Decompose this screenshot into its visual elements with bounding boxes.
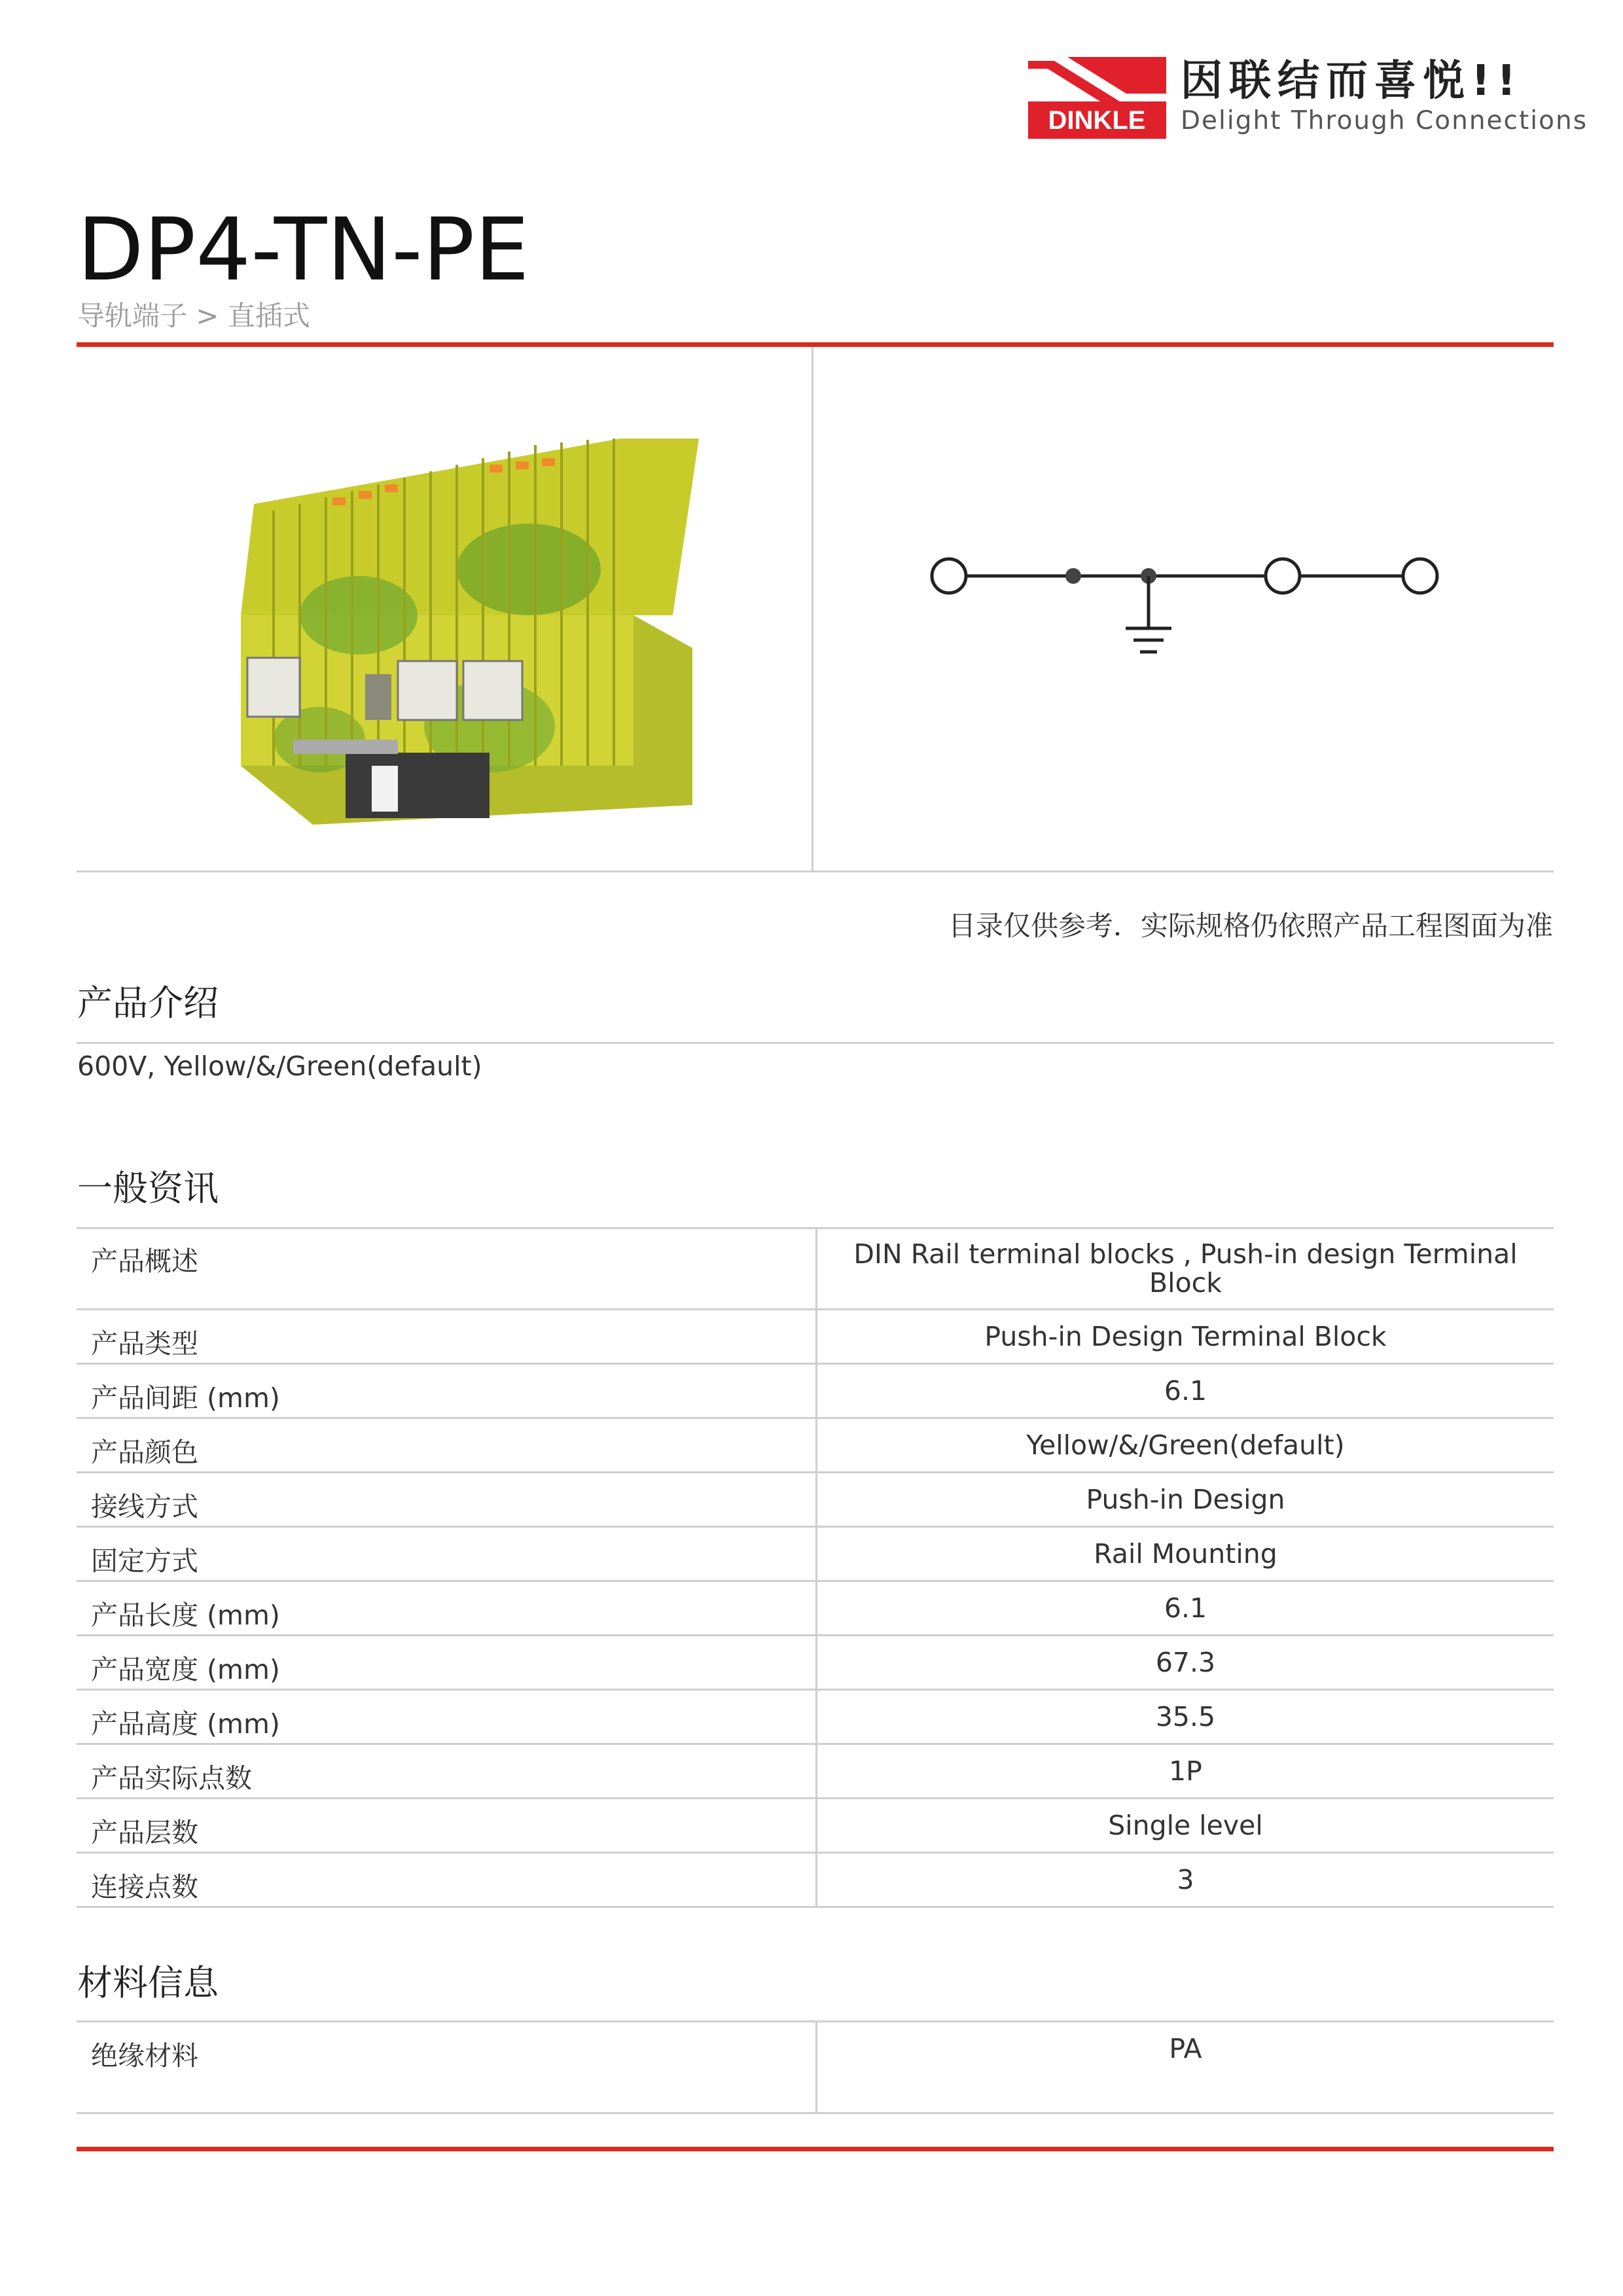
spec-key: 绝缘材料 xyxy=(77,2022,817,2113)
ground-icon xyxy=(1126,576,1171,652)
spec-value: Push-in Design xyxy=(817,1473,1554,1527)
spec-value: Single level xyxy=(817,1799,1554,1853)
spec-value: DIN Rail terminal blocks , Push-in design Terminal Block xyxy=(817,1229,1554,1310)
table-row xyxy=(77,2022,1554,2113)
dinkle-logo xyxy=(1028,43,1166,139)
logo-text: DINKLE xyxy=(1048,106,1146,135)
intro-text: 600V, Yellow/&/Green(default) xyxy=(77,1050,482,1082)
spec-value: Push-in Design Terminal Block xyxy=(817,1310,1554,1364)
terminal-icon xyxy=(1266,559,1300,593)
spec-key: 产品颜色 xyxy=(77,1418,817,1473)
footer-divider xyxy=(77,2147,1554,2151)
spec-key: 固定方式 xyxy=(77,1527,817,1581)
slogan-cn: 因联结而喜悦!! xyxy=(1181,57,1523,105)
terminal-icon xyxy=(1403,559,1437,593)
spec-key: 接线方式 xyxy=(77,1473,817,1527)
spec-key: 产品层数 xyxy=(77,1799,817,1853)
spec-value: 6.1 xyxy=(817,1364,1554,1418)
spec-key: 产品间距 (mm) xyxy=(77,1364,817,1418)
table-row xyxy=(77,1418,1554,1473)
slogan-en: Delight Through Connections xyxy=(1181,106,1588,135)
spec-value: 67.3 xyxy=(817,1636,1554,1690)
spec-value: Yellow/&/Green(default) xyxy=(817,1418,1554,1473)
section-title-material: 材料信息 xyxy=(77,1962,219,2003)
spec-value: 6.1 xyxy=(817,1581,1554,1636)
section-title-general: 一般资讯 xyxy=(77,1168,219,1209)
section-title-intro: 产品介绍 xyxy=(77,982,219,1024)
spec-key: 连接点数 xyxy=(77,1853,817,1907)
header-divider xyxy=(77,342,1554,347)
spec-value: Rail Mounting xyxy=(817,1527,1554,1581)
table-row xyxy=(77,1527,1554,1581)
disclaimer-note: 目录仅供参考．实际规格仍依照产品工程图面为准 xyxy=(948,910,1553,942)
spec-key: 产品概述 xyxy=(77,1229,817,1310)
table-row xyxy=(77,1853,1554,1907)
table-row xyxy=(77,1690,1554,1744)
product-photo xyxy=(215,399,699,844)
table-row xyxy=(77,1364,1554,1418)
spec-key: 产品长度 (mm) xyxy=(77,1581,817,1636)
breadcrumb: 导轨端子 > 直插式 xyxy=(77,300,310,332)
table-row xyxy=(77,1744,1554,1799)
spec-key: 产品高度 (mm) xyxy=(77,1690,817,1744)
node-icon xyxy=(1065,568,1081,584)
table-row xyxy=(77,1310,1554,1364)
spec-value: 1P xyxy=(817,1744,1554,1799)
spec-key: 产品宽度 (mm) xyxy=(77,1636,817,1690)
general-spec-table xyxy=(77,1227,1554,1908)
table-row xyxy=(77,1636,1554,1690)
terminal-icon xyxy=(932,559,966,593)
wiring-diagram xyxy=(910,537,1453,668)
table-row xyxy=(77,1581,1554,1636)
intro-divider xyxy=(77,1042,1554,1044)
table-row xyxy=(77,1473,1554,1527)
table-row xyxy=(77,1229,1554,1310)
page-title: DP4-TN-PE xyxy=(77,200,529,300)
image-divider xyxy=(812,347,813,870)
image-bottom-divider xyxy=(77,870,1554,872)
spec-value: PA xyxy=(817,2022,1554,2113)
spec-value: 35.5 xyxy=(817,1690,1554,1744)
table-row xyxy=(77,1799,1554,1853)
spec-key: 产品类型 xyxy=(77,1310,817,1364)
material-spec-table xyxy=(77,2020,1554,2114)
spec-key: 产品实际点数 xyxy=(77,1744,817,1799)
spec-value: 3 xyxy=(817,1853,1554,1907)
